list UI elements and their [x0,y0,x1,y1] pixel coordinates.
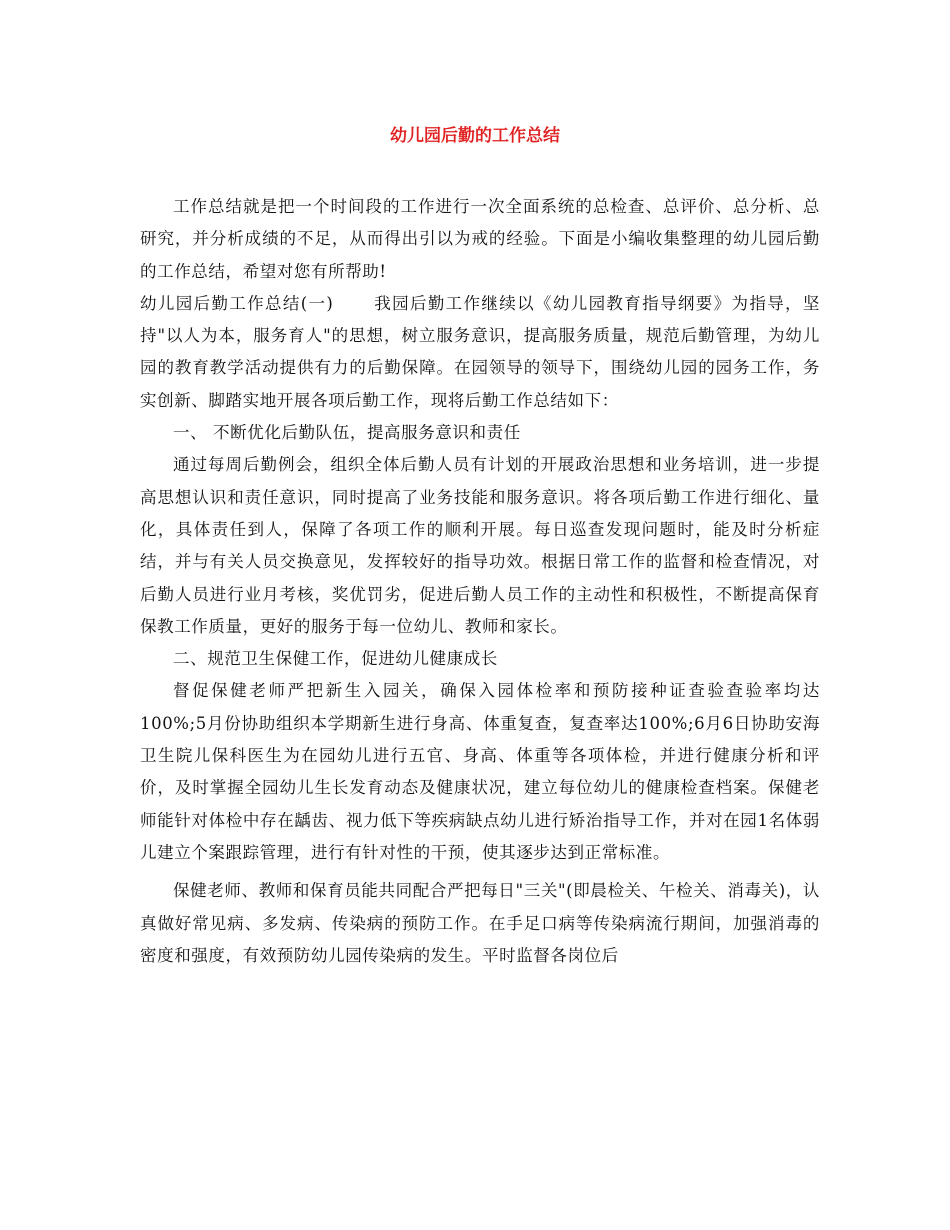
document-body [140,191,820,972]
heading-2: 二、规范卫生保健工作，促进幼儿健康成长 [173,649,498,669]
paragraph-1: 通过每周后勤例会，组织全体后勤人员有计划的开展政治思想和业务培训，进一步提高思想认识和责任意识，同时提高了业务技能和服务意识。将各项后勤工作进行细化、量化，具体责任到人，保障了各项工作的顺利开展。每日巡查发现问题时，能及时分析症结，并与有关人员交换意见，发挥较好的指导功效。根据日常工作的监督和检查情况，对后勤人员进行业月考核，奖优罚劣，促进后勤人员工作的主动性和积极性，不断提高保育保教工作质量，更好的服务于每一位幼儿、教师和家长。 [140,455,820,636]
section1-paragraph [140,288,820,417]
paragraph-2: 督促保健老师严把新生入园关，确保入园体检率和预防接种证查验查验率均达100%;5月份协助组织本学期新生进行身高、体重复查，复查率达100%;6月6日协助安海卫生院儿保科医生为在园幼儿进行五官、身高、体重等各项体检，并进行健康分析和评价，及时掌握全园幼儿生长发育动态及健康状况，建立每位幼儿的健康检查档案。保健老师能针对体检中存在龋齿、视力低下等疾病缺点幼儿进行矫治指导工作，并对在园1名体弱儿建立个案跟踪管理，进行有针对性的干预，使其逐步达到正常标准。 [140,681,820,862]
section1-label: 幼儿园后勤工作总结(一) [140,293,334,313]
heading-1: 一、 不断优化后勤队伍，提高服务意识和责任 [173,423,521,443]
section1-text: 我园后勤工作继续以《幼儿园教育指导纲要》为指导，坚持"以人为本，服务育人"的思想，树立服务意识，提高服务质量，规范后勤管理，为幼儿园的教育教学活动提供有力的后勤保障。在园领导的领导下，围绕幼儿园的园务工作，务实创新、脚踏实地开展各项后勤工作，现将后勤工作总结如下： [140,293,821,410]
document-title: 幼儿园后勤的工作总结 [390,126,560,146]
intro-paragraph: 工作总结就是把一个时间段的工作进行一次全面系统的总检查、总评价、总分析、总研究，并分析成绩的不足，从而得出引以为戒的经验。下面是小编收集整理的幼儿园后勤的工作总结，希望对您有所帮助! [140,197,820,281]
paragraph-3: 保健老师、教师和保育员能共同配合严把每日"三关"(即晨检关、午检关、消毒关)，认真做好常见病、多发病、传染病的预防工作。在手足口病等传染病流行期间，加强消毒的密度和强度，有效预防幼儿园传染病的发生。平时监督各岗位后 [140,881,820,965]
